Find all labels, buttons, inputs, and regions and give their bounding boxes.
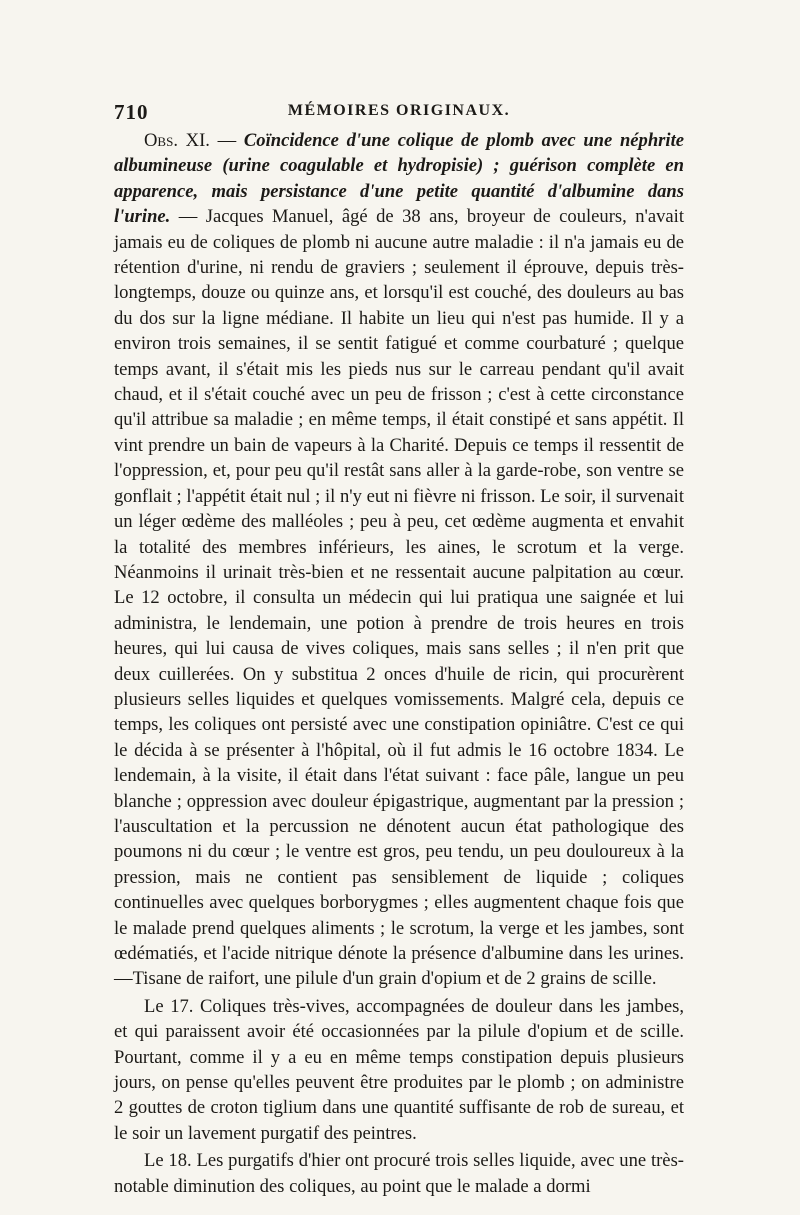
paragraph-18-october: Le 18. Les purgatifs d'hier ont procuré trois selles liquide, avec une très-notable diminution des coliques, au point que le malade a dormi	[114, 1150, 684, 1197]
page-header	[114, 100, 684, 124]
page-body	[114, 128, 684, 1199]
observation-paragraph	[114, 128, 684, 992]
page-number: 710	[114, 100, 149, 124]
observation-label: Obs. XI. —	[144, 130, 237, 151]
observation-text: Jacques Manuel, âgé de 38 ans, broyeur de couleurs, n'avait jamais eu de coliques de plomb ni aucune autre maladie : il n'a jamais eu de rétention d'urine, ni rendu de graviers ; seulement il éprouve, depuis très-longtemps, douze ou quinze ans, et lorsqu'il est couché, des douleurs au bas du dos sur la ligne médiane. Il habite un lieu qui n'est pas humide. Il y a environ trois semaines, il se sentit fatigué et comme courbaturé ; quelque temps avant, il s'était mis les pieds nus sur le carreau pendant qu'il avait chaud, et il s'était couché avec un peu de frisson ; c'est à cette circonstance qu'il attribue sa maladie ; en même temps, il était constipé et sans appétit. Il vint prendre un bain de vapeurs à la Charité. Depuis ce temps il ressentit de l'oppression, et, pour peu qu'il restât sans aller à la garde-robe, son ventre se gonflait ; l'appétit était nul ; il n'y eut ni fièvre ni frisson. Le soir, il survenait un léger œdème des malléoles ; peu à peu, cet œdème augmenta et envahit la totalité des membres inférieurs, les aines, le scrotum et la verge. Néanmoins il urinait très-bien et ne ressentait aucune palpitation au cœur. Le 12 octobre, il consulta un médecin qui lui pratiqua une saignée et lui administra, le lendemain, une potion à prendre de trois heures en trois heures, qui lui causa de vives coliques, mais sans selles ; il n'en prit que deux cuillerées. On y substitua 2 onces d'huile de ricin, qui procurèrent plusieurs selles liquides et quelques vomissements. Malgré cela, depuis ce temps, les coliques ont persisté avec une constipation opiniâtre. C'est ce qui le décida à se présenter à l'hôpital, où il fut admis le 16 octobre 1834. Le lendemain, à la visite, il était dans l'état suivant : face pâle, langue un peu blanche ; oppression avec douleur épigastrique, augmentant par la pression ; l'auscultation et la percussion ne dénotent aucun état pathologique des poumons ni du cœur ; le ventre est gros, peu tendu, un peu douloureux à la pression, mais ne contient pas sensiblement de liquide ; coliques continuelles avec quelques borborygmes ; elles augmentent chaque fois que le malade prend quelques aliments ; le scrotum, la verge et les jambes, sont œdématiés, et l'acide nitrique dénote la présence d'albumine dans les urines.—Tisane de raifort, une pilule d'un grain d'opium et de 2 grains de scille.	[114, 206, 684, 990]
observation-separator: —	[170, 206, 198, 228]
running-title: MÉMOIRES ORIGINAUX.	[287, 102, 511, 119]
observation-title: Coïncidence d'une colique de plomb avec une néphrite albumineuse (urine coagulable et hydropisie) ; guérison complète en apparence, mais persistance d'une petite quantité d'albumine dans l'urine.	[114, 130, 684, 228]
paragraph-17-october: Le 17. Coliques très-vives, accompagnées de douleur dans les jambes, et qui paraissent avoir été occasionnées par la pilule d'opium et de scille. Pourtant, comme il y a eu en même temps constipation depuis plusieurs jours, on pense qu'elles peuvent être produites par le plomb ; on administre 2 gouttes de croton tiglium dans une quantité suffisante de rob de sureau, et le soir un lavement purgatif des peintres.	[114, 995, 684, 1144]
